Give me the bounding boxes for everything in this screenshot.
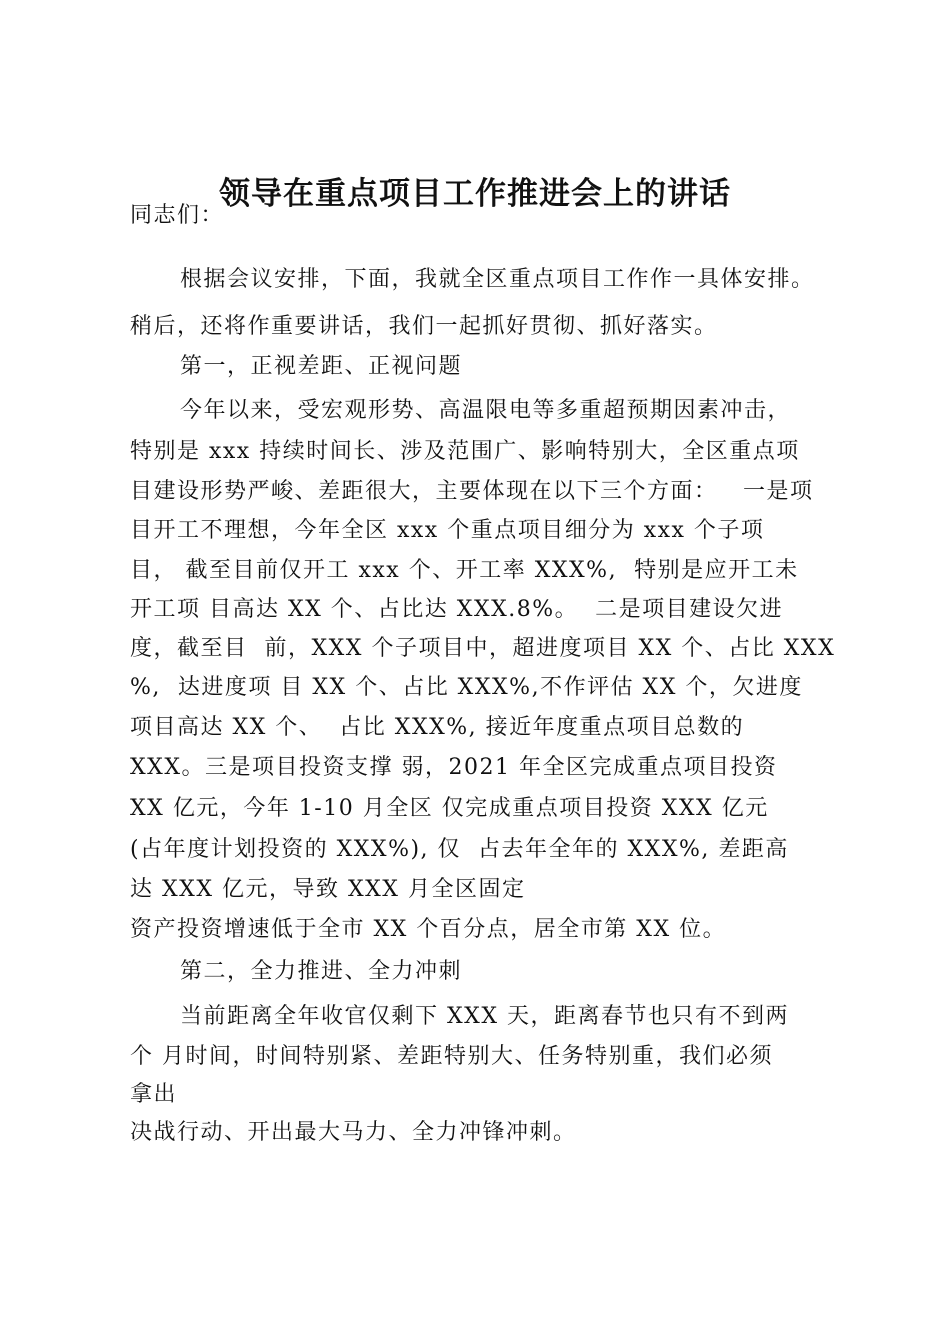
body-line: 度，截至目 前，XXX 个子项目中，超进度项目 XX 个、占比 XXX xyxy=(130,636,836,661)
body-line: 特别是 xxx 持续时间长、涉及范围广、影响特别大，全区重点项 xyxy=(130,439,800,464)
body-line: 达 XXX 亿元，导致 XXX 月全区固定 xyxy=(130,877,526,902)
section-heading-1: 第一，正视差距、正视问题 xyxy=(180,354,463,379)
body-line: XXX。三是项目投资支撑 弱，2021 年全区完成重点项目投资 xyxy=(130,755,778,780)
body-line: 稍后，还将作重要讲话，我们一起抓好贯彻、抓好落实。 xyxy=(130,314,718,339)
document-title: 领导在重点项目工作推进会上的讲话 xyxy=(219,176,731,212)
body-line: 拿出 xyxy=(130,1082,178,1107)
body-line: 资产投资增速低于全市 XX 个百分点，居全市第 XX 位。 xyxy=(130,917,727,942)
body-line: (占年度计划投资的 XXX%), 仅 占去年全年的 XXX%, 差距高 xyxy=(130,837,789,862)
body-line: 目开工不理想，今年全区 xxx 个重点项目细分为 xxx 个子项 xyxy=(130,518,765,543)
body-line: 个 月时间，时间特别紧、差距特别大、任务特别重，我们必须 xyxy=(130,1044,773,1069)
body-line: 目， 截至目前仅开工 xxx 个、开工率 XXX%, 特别是应开工未 xyxy=(130,558,799,583)
salutation: 同志们： xyxy=(130,203,225,228)
body-line: XX 亿元，今年 1-10 月全区 仅完成重点项目投资 XXX 亿元 xyxy=(130,796,769,821)
section-heading-2: 第二，全力推进、全力冲刺 xyxy=(180,959,463,984)
body-line: 决战行动、开出最大马力、全力冲锋冲刺。 xyxy=(130,1120,577,1145)
body-line: %, 达进度项 目 XX 个、占比 XXX%,不作评估 XX 个，欠进度 xyxy=(130,675,803,700)
body-line: 根据会议安排，下面，我就全区重点项目工作作一具体安排。 xyxy=(180,267,815,292)
body-line: 项目高达 XX 个、 占比 XXX%, 接近年度重点项目总数的 xyxy=(130,715,745,740)
body-line: 目建设形势严峻、差距很大，主要体现在以下三个方面： 一是项 xyxy=(130,479,814,504)
body-line: 当前距离全年收官仅剩下 XXX 天，距离春节也只有不到两 xyxy=(180,1004,789,1029)
body-line: 开工项 目高达 XX 个、占比达 XXX.8%。 二是项目建设欠进 xyxy=(130,597,784,622)
body-line: 今年以来，受宏观形势、高温限电等多重超预期因素冲击， xyxy=(180,398,792,423)
